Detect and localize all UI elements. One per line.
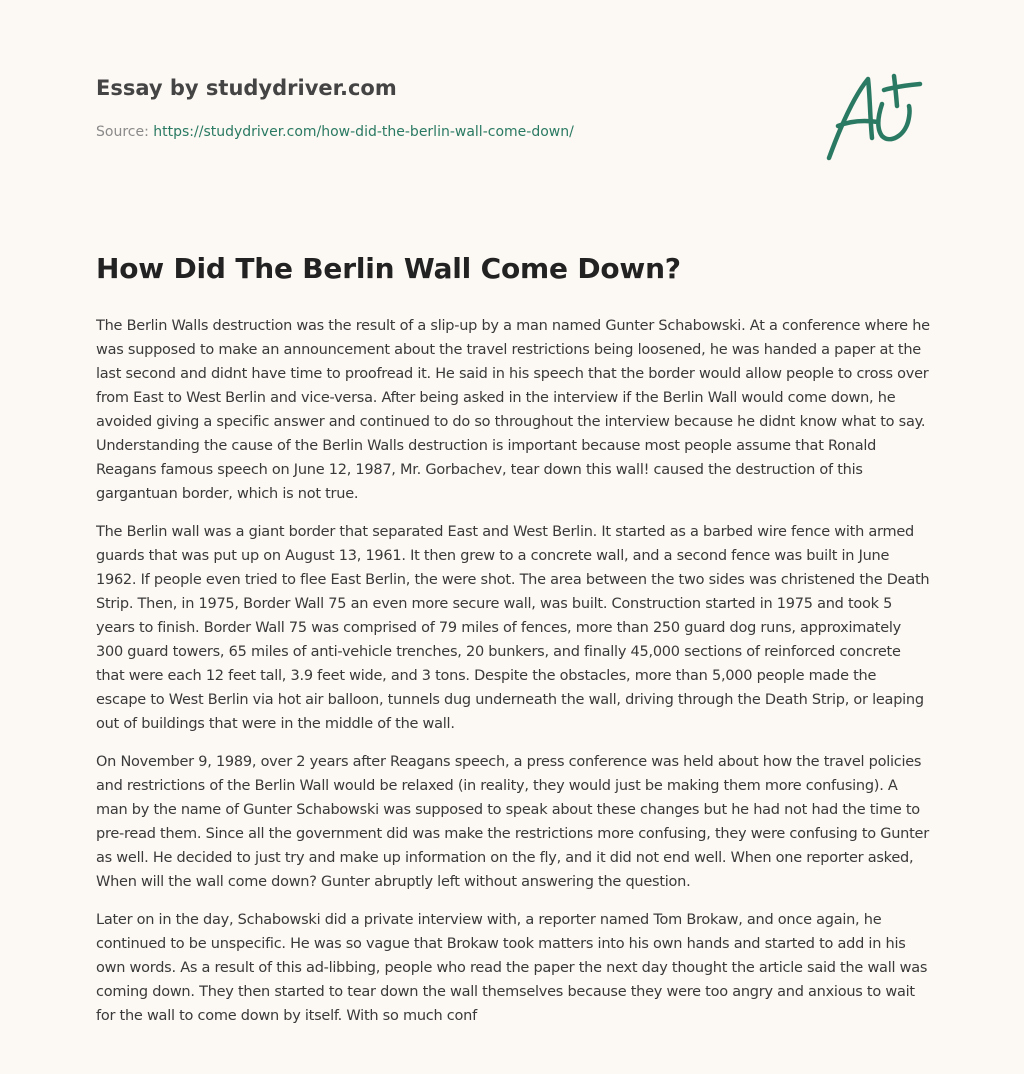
source-label: Source: <box>96 124 149 140</box>
essay-body <box>96 314 930 1060</box>
site-title: Essay by studydriver.com <box>96 76 397 100</box>
essay-paragraph: Later on in the day, Schabowski did a private interview with, a reporter named Tom Brokaw, and once again, he continued to be unspecific. He was so vague that Brokaw took matters into his own hands and started to add in his own words. As a result of this ad-libbing, people who read the paper the next day thought the article said the wall was coming down. They then started to tear down the wall themselves because they were too angry and anxious to wait for the wall to come down by itself. With so much conf <box>96 912 928 1024</box>
essay-paragraph: The Berlin wall was a giant border that separated East and West Berlin. It started as a barbed wire fence with armed guards that was put up on August 13, 1961. It then grew to a concrete wall, and a second fence was built in June 1962. If people even tried to flee East Berlin, the were shot. The area between the two sides was christened the Death Strip. Then, in 1975, Border Wall 75 an even more secure wall, was built. Construction started in 1975 and took 5 years to finish. Border Wall 75 was comprised of 79 miles of fences, more than 250 guard dog runs, approximately 300 guard towers, 65 miles of anti-vehicle trenches, 20 bunkers, and finally 45,000 sections of reinforced concrete that were each 12 feet tall, 3.9 feet wide, and 3 tons. Despite the obstacles, more than 5,000 people made the escape to West Berlin via hot air balloon, tunnels dug underneath the wall, driving through the Death Strip, or leaping out of buildings that were in the middle of the wall. <box>96 524 930 732</box>
source-line <box>96 124 574 140</box>
essay-paragraph: The Berlin Walls destruction was the result of a slip-up by a man named Gunter Schabowski. At a conference where he was supposed to make an announcement about the travel restrictions being loosened, he was handed a paper at the last second and didnt have time to proofread it. He said in his speech that the border would allow people to cross over from East to West Berlin and vice-versa. After being asked in the interview if the Berlin Wall would come down, he avoided giving a specific answer and continued to do so throughout the interview because he didnt know what to say. Understanding the cause of the Berlin Walls destruction is important because most people assume that Ronald Reagans famous speech on June 12, 1987, Mr. Gorbachev, tear down this wall! caused the destruction of this gargantuan border, which is not true. <box>96 318 930 502</box>
essay-title: How Did The Berlin Wall Come Down? <box>96 252 681 285</box>
source-link[interactable]: https://studydriver.com/how-did-the-berlin-wall-come-down/ <box>153 124 574 140</box>
essay-paragraph: On November 9, 1989, over 2 years after Reagans speech, a press conference was held about how the travel policies and restrictions of the Berlin Wall would be relaxed (in reality, they would just be making them more confusing). A man by the name of Gunter Schabowski was supposed to speak about these changes but he had not had the time to pre-read them. Since all the government did was make the restrictions more confusing, they were confusing to Gunter as well. He decided to just try and make up information on the fly, and it did not end well. When one reporter asked, When will the wall come down? Gunter abruptly left without answering the question. <box>96 754 929 890</box>
a-plus-logo-icon <box>820 66 930 166</box>
